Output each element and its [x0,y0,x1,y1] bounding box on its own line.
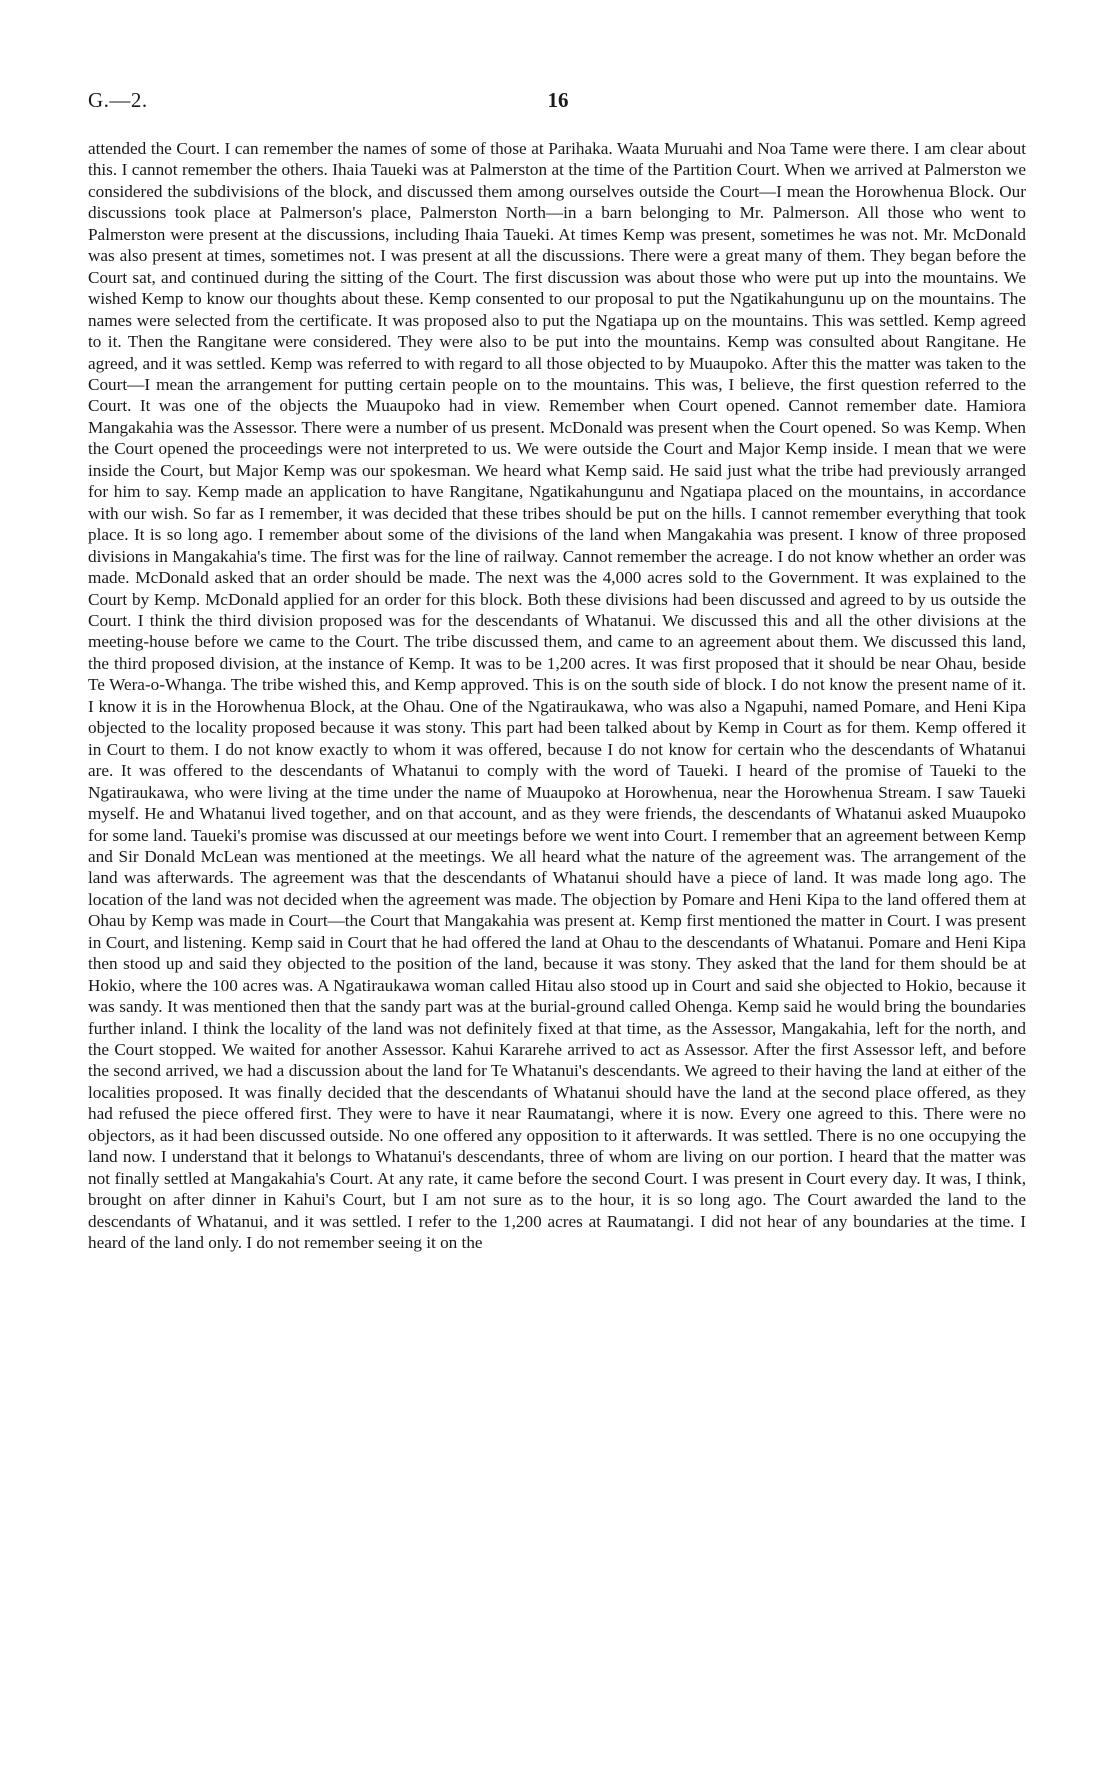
page-header [88,88,1028,118]
body-paragraph: attended the Court. I can remember the names of some of those at Parihaka. Waata Muruahi and Noa Tame were there. I am clear about this. I cannot remember the others. Ihaia Taueki was at Palmerston at the time of the Partition Court. When we arrived at Palmerston we considered the subdivisions of the block, and discussed them among ourselves outside the Court—I mean the Horowhenua Block. Our discussions took place at Palmerson's place, Palmerston North—in a barn belonging to Mr. Palmerson. All those who went to Palmerston were present at the discussions, including Ihaia Taueki. At times Kemp was present, sometimes he was not. Mr. McDonald was also present at times, sometimes not. I was present at all the discussions. There were a great many of them. They began before the Court sat, and continued during the sitting of the Court. The first discussion was about those who were put up into the mountains. We wished Kemp to know our thoughts about these. Kemp consented to our proposal to put the Ngatikahungunu up on the mountains. The names were selected from the certificate. It was proposed also to put the Ngatiapa up on the mountains. This was settled. Kemp agreed to it. Then the Rangitane were considered. They were also to be put into the mountains. Kemp was consulted about Rangitane. He agreed, and it was settled. Kemp was referred to with regard to all those objected to by Muaupoko. After this the matter was taken to the Court—I mean the arrangement for putting certain people on to the mountains. This was, I believe, the first question referred to the Court. It was one of the objects the Muaupoko had in view. Remember when Court opened. Cannot remember date. Hamiora Mangakahia was the Assessor. There were a number of us present. McDonald was present when the Court opened. So was Kemp. When the Court opened the proceedings were not interpreted to us. We were outside the Court and Major Kemp inside. I mean that we were inside the Court, but Major Kemp was our spokesman. We heard what Kemp said. He said just what the tribe had previously arranged for him to say. Kemp made an application to have Rangitane, Ngatikahungunu and Ngatiapa placed on the mountains, in accordance with our wish. So far as I remember, it was decided that these tribes should be put on the hills. I cannot remember everything that took place. It is so long ago. I remember about some of the divisions of the land when Mangakahia was present. I know of three proposed divisions in Mangakahia's time. The first was for the line of railway. Cannot remember the acreage. I do not know whether an order was made. McDonald asked that an order should be made. The next was the 4,000 acres sold to the Government. It was explained to the Court by Kemp. McDonald applied for an order for this block. Both these divisions had been discussed and agreed to by us outside the Court. I think the third division proposed was for the descendants of Whatanui. We discussed this and all the other divisions at the meeting-house before we came to the Court. The tribe discussed them, and came to an agreement about them. We discussed this land, the third proposed division, at the instance of Kemp. It was to be 1,200 acres. It was first proposed that it should be near Ohau, beside Te Wera-o-Whanga. The tribe wished this, and Kemp approved. This is on the south side of block. I do not know the present name of it. I know it is in the Horowhenua Block, at the Ohau. One of the Ngatiraukawa, who was also a Ngapuhi, named Pomare, and Heni Kipa objected to the locality proposed because it was stony. This part had been talked about by Kemp in Court as for them. Kemp offered it in Court to them. I do not know exactly to whom it was offered, because I do not know for certain who the descendants of Whatanui are. It was offered to the descendants of Whatanui to comply with the word of Taueki. I heard of the promise of Taueki to the Ngatiraukawa, who were living at the time under the name of Muaupoko at Horowhenua, near the Horowhenua Stream. I saw Taueki myself. He and Whatanui lived together, and on that account, and as they were friends, the descendants of Whatanui asked Muaupoko for some land. Taueki's promise was discussed at our meetings before we went into Court. I remember that an agreement between Kemp and Sir Donald McLean was mentioned at the meetings. We all heard what the nature of the agreement was. The arrangement of the land was afterwards. The agreement was that the descendants of Whatanui should have a piece of land. It was made long ago. The location of the land was not decided when the agreement was made. The objection by Pomare and Heni Kipa to the land offered them at Ohau by Kemp was made in Court—the Court that Mangakahia was present at. Kemp first mentioned the matter in Court. I was present in Court, and listening. Kemp said in Court that he had offered the land at Ohau to the descendants of Whatanui. Pomare and Heni Kipa then stood up and said they objected to the position of the land, because it was stony. They asked that the land for them should be at Hokio, where the 100 acres was. A Ngatiraukawa woman called Hitau also stood up in Court and said she objected to Hokio, because it was sandy. It was mentioned then that the sandy part was at the burial-ground called Ohenga. Kemp said he would bring the boundaries further inland. I think the locality of the land was not definitely fixed at that time, as the Assessor, Mangakahia, left for the north, and the Court stopped. We waited for another Assessor. Kahui Kararehe arrived to act as Assessor. After the first Assessor left, and before the second arrived, we had a discussion about the land for Te Whatanui's descendants. We agreed to their having the land at either of the localities proposed. It was finally decided that the descendants of Whatanui should have the land at the second place offered, as they had refused the piece offered first. They were to have it near Raumatangi, where it is now. Every one agreed to this. There were no objectors, as it had been discussed outside. No one offered any opposition to it afterwards. It was settled. There is no one occupying the land now. I understand that it belongs to Whatanui's descendants, three of whom are living on our portion. I heard that the matter was not finally settled at Mangakahia's Court. At any rate, it came before the second Court. I was present in Court every day. It was, I think, brought on after dinner in Kahui's Court, but I am not sure as to the hour, it is so long ago. The Court awarded the land to the descendants of Whatanui, and it was settled. I refer to the 1,200 acres at Raumatangi. I did not hear of any boundaries at the time. I heard of the land only. I do not remember seeing it on the [88,139,1026,1253]
page-number: 16 [547,88,569,112]
document-reference: G.—2. [88,88,148,112]
